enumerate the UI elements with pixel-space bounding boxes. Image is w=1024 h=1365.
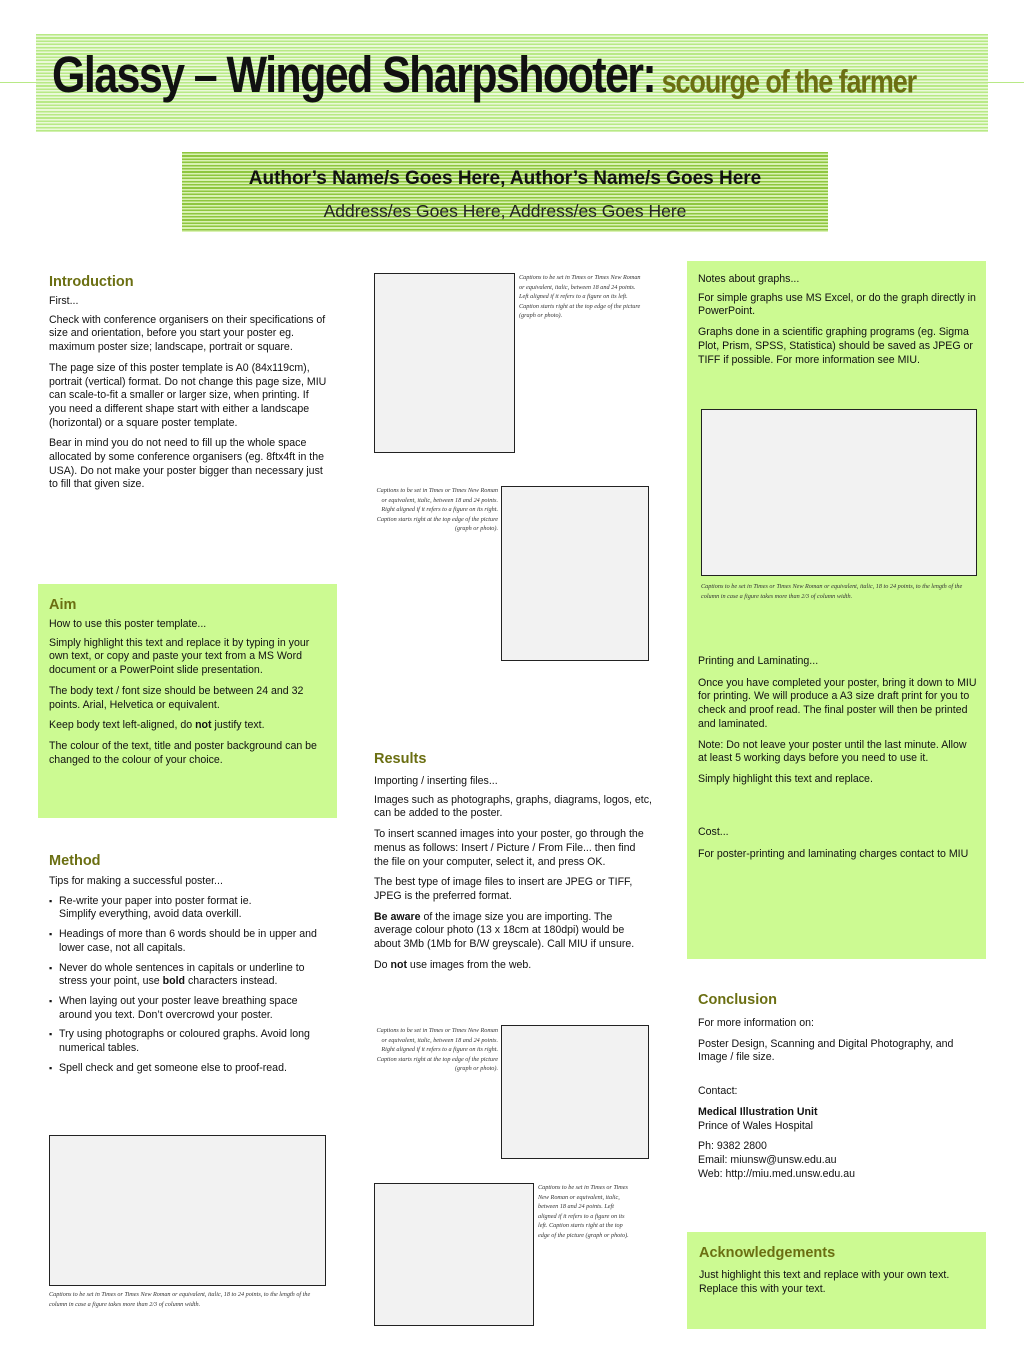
results-p2: To insert scanned images into your poster, go through the menus as follows: Insert / Picture / From File... then find the file on your computer, select it, and press OK. [374, 828, 644, 868]
author-names: Author’s Name/s Goes Here, Author’s Name/s Goes Here [248, 168, 762, 189]
figure-caption: Captions to be set in Times or Times New Roman or equivalent, italic, between 18 and 24 points. Right aligned if it refers to a figure on its right. Caption starts right at the top edge of the picture (graph or photo). [376, 487, 498, 532]
method-item: ▪ Try using photographs or coloured graphs. Avoid long numerical tables. [49, 1028, 331, 1055]
printing-section [698, 655, 978, 794]
method-item: ▪ When laying out your poster leave breathing space around you text. Don’t overcrowd your poster. [49, 995, 331, 1022]
figure-placeholder [374, 1183, 534, 1326]
aim-p1: Simply highlight this text and replace it by typing in your own text, or copy and paste your text from a MS Word document or a PowerPoint slide presentation. [49, 636, 310, 677]
results-p1: Images such as photographs, graphs, diagrams, logos, etc, can be added to the poster. [374, 793, 652, 820]
graphs-p2: Graphs done in a scientific graphing programs (eg. Sigma Plot, Prism, SPSS, Statistica) should be saved as JPEG or TIFF if possible. For more information see MIU. [698, 326, 973, 366]
title-rule-right [988, 82, 1024, 83]
introduction-p3: Bear in mind you do not need to fill up the whole space allocated by some conference organisers (eg. 8ftx4ft in the USA). Do not make your poster bigger than necessary just to fill that given size. [49, 437, 325, 491]
conclusion-heading: Conclusion [698, 992, 777, 1008]
figure-caption: Captions to be set in Times or Times New Roman or equivalent, italic, 18 to 24 points, to the length of the column in case a figure takes more than 2/3 of column width. [701, 583, 963, 600]
figure-caption: Captions to be set in Times or Times New Roman or equivalent, italic, 18 to 24 points, to the length of the column in case a figure takes more than 2/3 of column width. [49, 1291, 311, 1308]
figure-placeholder [49, 1135, 326, 1286]
acknowledgements-p1: Just highlight this text and replace with your own text. Replace this with your text. [699, 1269, 950, 1295]
org-name: Medical Illustration Unit [698, 1105, 818, 1118]
cost-p1: For poster-printing and laminating charges contact to MIU [698, 847, 969, 860]
aim-p3: Keep body text left-aligned, do not justify text. [49, 719, 265, 732]
printing-p1: Once you have completed your poster, bring it down to MIU for printing. We will produce a A3 size draft print for you to check and proof read. The final poster will then be printed and laminated. [698, 676, 977, 730]
figure-placeholder [501, 1025, 649, 1159]
email: Email: miunsw@unsw.edu.au [698, 1153, 837, 1166]
graphs-sub: Notes about graphs... [698, 273, 800, 285]
aim-p4: The colour of the text, title and poster background can be changed to the colour of your choice. [49, 739, 317, 766]
graphs-section [698, 273, 978, 374]
printing-p3: Simply highlight this text and replace. [698, 772, 873, 785]
aim-heading: Aim [49, 597, 77, 613]
results-p3: The best type of image files to insert are JPEG or TIFF, JPEG is the preferred format. [374, 876, 633, 902]
figure-placeholder [374, 273, 515, 453]
conclusion-contacts [698, 1140, 978, 1181]
conclusion-p2: Poster Design, Scanning and Digital Photography, and Image / file size. [698, 1037, 954, 1064]
printing-sub: Printing and Laminating... [698, 655, 819, 667]
results-p5: Do not use images from the web. [374, 958, 532, 971]
acknowledgements-heading: Acknowledgements [699, 1245, 836, 1261]
title-sub: scourge of the farmer [661, 63, 917, 100]
title-rule-left [0, 82, 36, 83]
figure-caption: Captions to be set in Times or Times New Roman or equivalent, italic, between 18 and 24 points. Right aligned if it refers to a figure on its right. Caption starts right at the top edge of the picture (graph or photo). [376, 1027, 498, 1072]
figure-caption: Captions to be set in Times or Times New Roman or equivalent, italic, between 18 and 24 points. Left aligned if it refers to a figure on its left. Caption starts right at the top edge of the picture (graph or photo). [538, 1184, 629, 1239]
introduction-section [49, 274, 327, 499]
introduction-p1: Check with conference organisers on their specifications of size and orientation, before you start your poster eg. maximum poster size; landscape, portrait or square. [49, 313, 326, 354]
method-item: ▪ Never do whole sentences in capitals or underline to stress your point, use bold characters instead. [49, 962, 331, 989]
conclusion-org [698, 1106, 978, 1133]
results-heading: Results [374, 751, 427, 767]
acknowledgements-section [699, 1245, 979, 1303]
results-sub: Importing / inserting files... [374, 775, 498, 787]
phone: Ph: 9382 2800 [698, 1140, 767, 1153]
method-item: ▪ Headings of more than 6 words should be in upper and lower case, not all capitals. [49, 928, 331, 955]
cost-section [698, 826, 978, 868]
introduction-p2: The page size of this poster template is A0 (84x119cm), portrait (vertical) format. Do not change this page size, MIU can scale-to-fit a smaller or larger size, when printing. If you need a different shape start with either a landscape (horizontal) or a square poster template. [49, 361, 327, 429]
figure-placeholder [501, 486, 649, 661]
method-item: ▪ Re-write your paper into poster format ie. Simplify everything, avoid data overkill. [49, 895, 331, 922]
method-section [49, 853, 331, 1081]
title-main: Glassy – Winged Sharpshooter: [52, 47, 656, 104]
results-p4: Be aware of the image size you are importing. The average colour photo (13 x 18cm at 180dpi) would be about 3Mb (1Mb for B/W greyscale). Call MIU if unsure. [374, 910, 635, 951]
printing-p2: Note: Do not leave your poster until the last minute. Allow at least 5 working days before you need to use it. [698, 738, 967, 765]
website: Web: http://miu.med.unsw.edu.au [698, 1167, 856, 1180]
hospital-name: Prince of Wales Hospital [698, 1119, 814, 1132]
method-heading: Method [49, 853, 101, 869]
conclusion-section [698, 992, 978, 1188]
conclusion-contact-label: Contact: [698, 1085, 738, 1098]
results-section [374, 751, 652, 979]
introduction-heading: Introduction [49, 274, 134, 290]
poster-title [52, 47, 992, 105]
author-address: Address/es Goes Here, Address/es Goes Here [323, 201, 687, 221]
aim-p2: The body text / font size should be between 24 and 32 points. Arial, Helvetica or equivalent. [49, 684, 304, 711]
introduction-sub: First... [49, 295, 79, 307]
figure-placeholder [701, 409, 977, 576]
method-list [49, 895, 331, 1076]
method-item: ▪ Spell check and get someone else to proof-read. [49, 1062, 331, 1076]
cost-sub: Cost... [698, 826, 729, 838]
method-sub: Tips for making a successful poster... [49, 875, 223, 887]
graphs-p1: For simple graphs use MS Excel, or do the graph directly in PowerPoint. [698, 291, 976, 318]
aim-section [49, 597, 329, 774]
aim-sub: How to use this poster template... [49, 618, 207, 630]
figure-caption: Captions to be set in Times or Times New Roman or equivalent, italic, between 18 and 24 points. Left aligned if it refers to a figure on its left. Caption starts right at the top edge of the picture (graph or photo). [519, 274, 641, 319]
conclusion-p1: For more information on: [698, 1017, 814, 1029]
